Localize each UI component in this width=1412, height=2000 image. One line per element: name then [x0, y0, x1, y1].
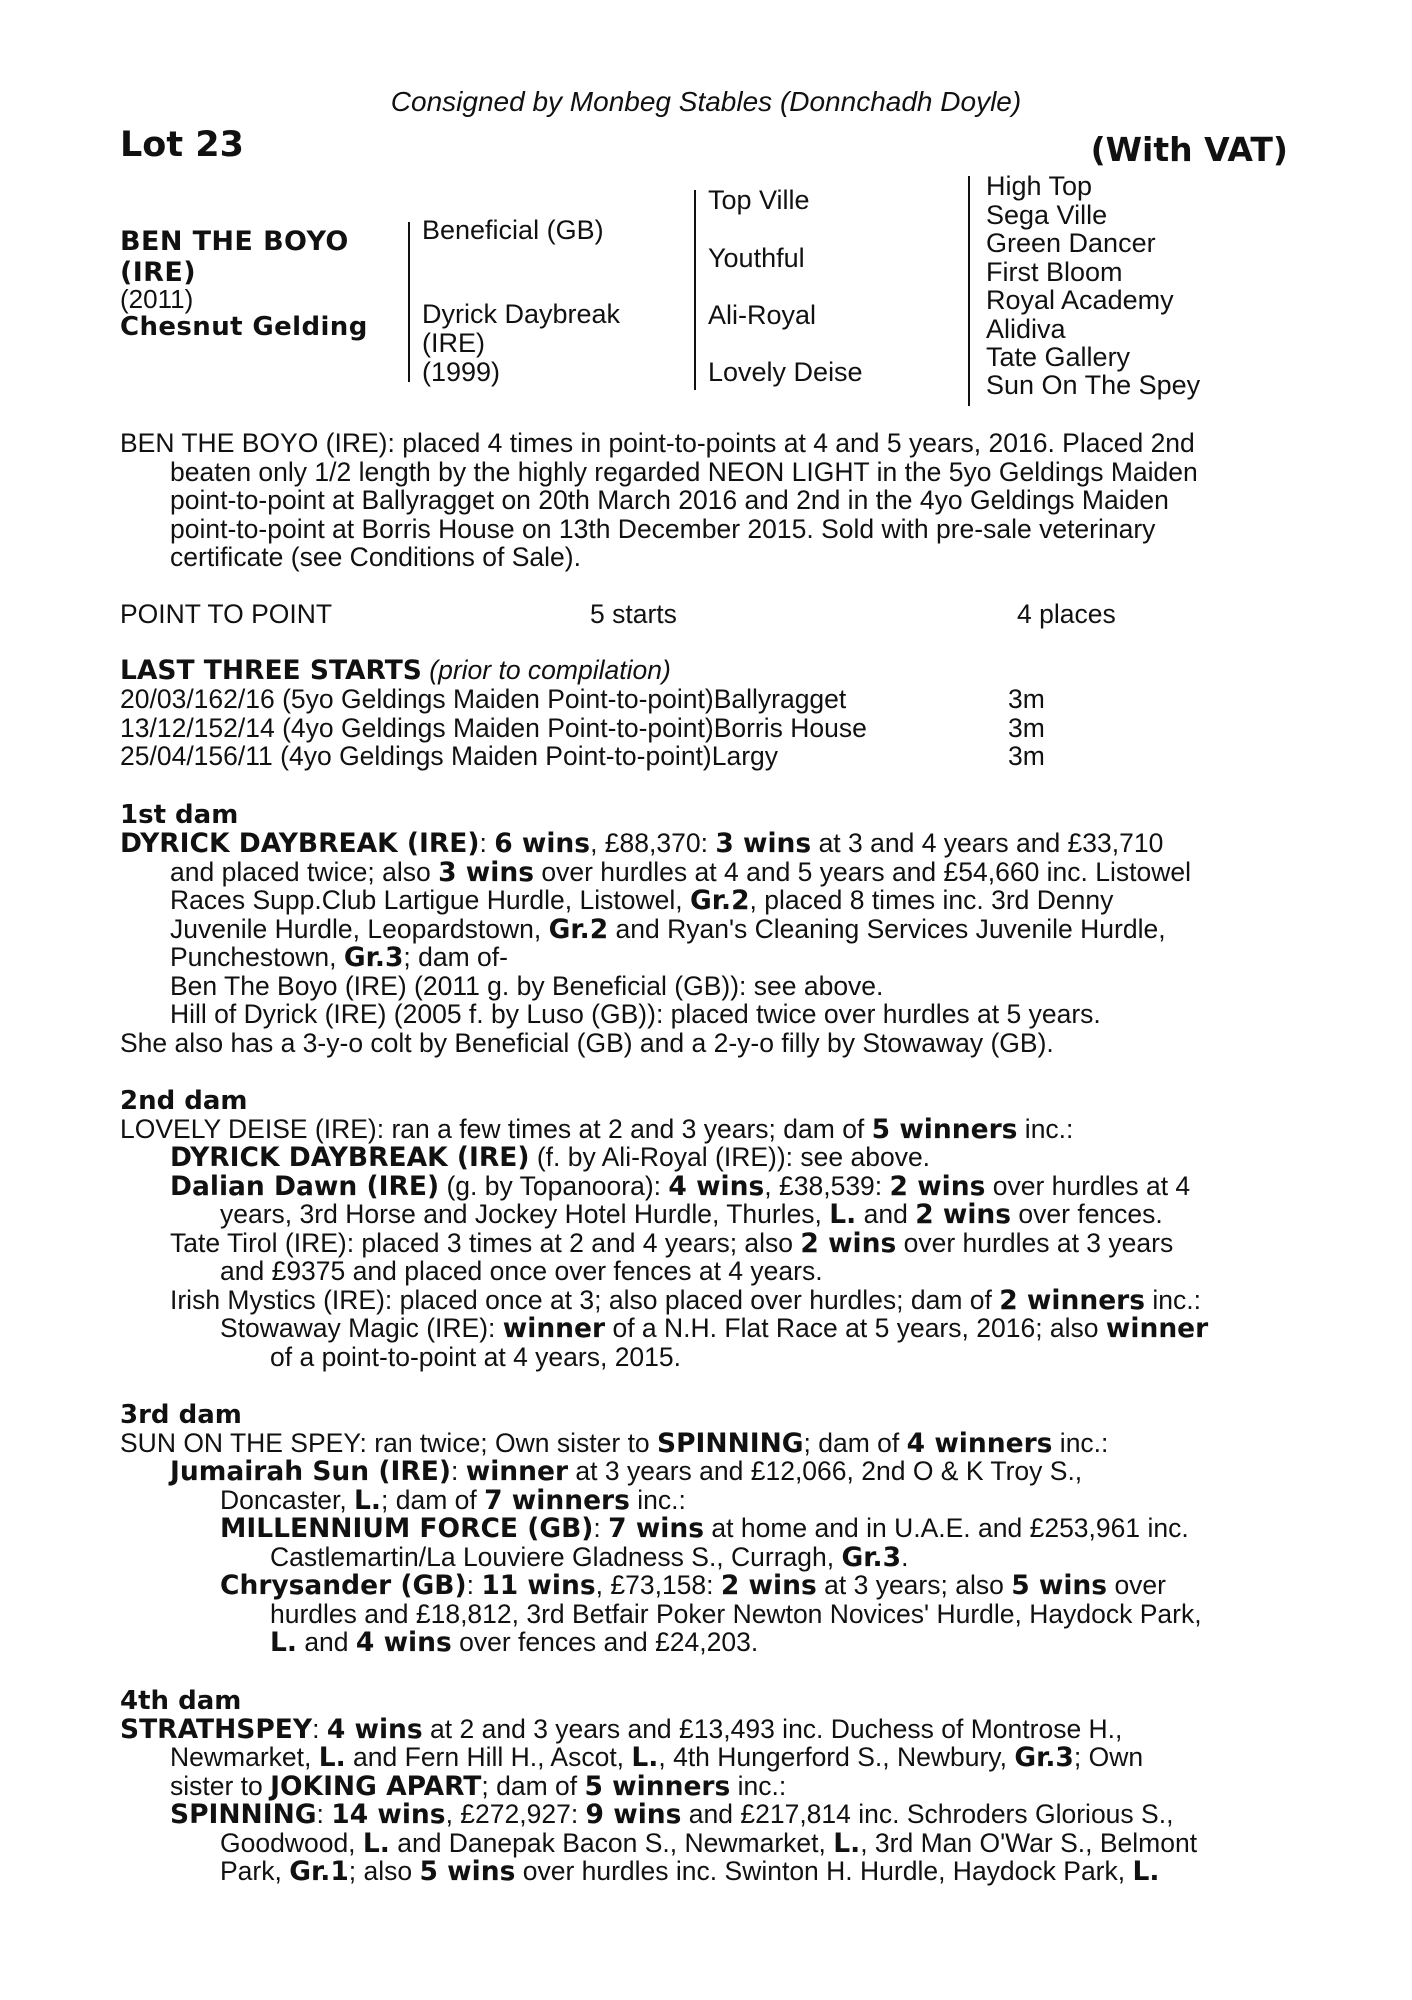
bold-text: 11 wins — [481, 1570, 596, 1601]
text: and — [296, 1627, 356, 1657]
bold-text: L. — [833, 1828, 861, 1859]
start-distance-1: 3m — [1008, 684, 1045, 714]
text: Stowaway Magic (IRE): — [220, 1313, 503, 1343]
pedigree-bracket-3 — [968, 176, 970, 406]
bold-text: L. — [1132, 1856, 1160, 1887]
start-position: 6/11 — [223, 741, 273, 771]
text: : — [466, 1570, 482, 1600]
text: (g. by Topanoora): — [439, 1171, 669, 1201]
pedigree-g3-4: First Bloom — [986, 257, 1123, 287]
dam2-offspring-tate — [170, 1229, 1173, 1259]
start-row-1 — [120, 685, 846, 714]
start-date: 20/03/16 — [120, 684, 224, 714]
text: and placed twice; also — [170, 857, 439, 887]
text: inc.: — [730, 1771, 787, 1801]
dam1-name: DYRICK DAYBREAK (IRE) — [120, 828, 480, 859]
bold-text: SPINNING — [657, 1428, 804, 1459]
pedigree-bracket-2 — [694, 190, 696, 390]
bold-text: Gr.3 — [343, 942, 404, 973]
text: ; dam of — [381, 1485, 485, 1515]
pedigree-g3-5: Royal Academy — [986, 285, 1174, 315]
summary-line-4: point-to-point at Borris House on 13th December 2015. Sold with pre-sale veterinary — [170, 514, 1156, 544]
text: and Fern Hill H., Ascot, — [345, 1742, 632, 1772]
dam4-offspring-spinning-3 — [220, 1857, 1159, 1887]
text: sister to — [170, 1771, 271, 1801]
pedigree-g3-3: Green Dancer — [986, 228, 1156, 258]
bold-text: Chrysander (GB) — [220, 1570, 467, 1601]
bold-text: 5 wins — [1011, 1570, 1108, 1601]
text: at 3 and 4 years and £33,710 — [811, 828, 1164, 858]
text: SUN ON THE SPEY: ran twice; Own sister to — [120, 1428, 658, 1458]
dam2-line-1 — [120, 1115, 1073, 1145]
bold-text: 6 wins — [494, 828, 591, 859]
dam4-offspring-spinning — [170, 1800, 1173, 1830]
dam4-offspring-spinning-2 — [220, 1829, 1197, 1859]
text: over hurdles at 4 and 5 years and £54,660 inc. Listowel — [533, 857, 1192, 887]
text: , 4th Hungerford S., Newbury, — [658, 1742, 1015, 1772]
text: Park, — [220, 1856, 290, 1886]
text: years, 3rd Horse and Jockey Hotel Hurdle, Thurles, — [220, 1199, 830, 1229]
bold-text: SPINNING — [170, 1799, 317, 1830]
vat-status: (With VAT) — [1090, 130, 1288, 169]
start-date: 13/12/15 — [120, 713, 224, 743]
bold-text: 7 wins — [608, 1513, 705, 1544]
dam4-line-1 — [120, 1715, 1122, 1745]
dam1-offspring-1: Ben The Boyo (IRE) (2011 g. by Beneficial (GB)): see above. — [170, 971, 884, 1001]
dam1-line-1 — [120, 829, 1163, 859]
bold-text: 2 winners — [999, 1285, 1146, 1316]
start-date: 25/04/15 — [120, 741, 224, 771]
pedigree-g3-2: Sega Ville — [986, 200, 1108, 230]
bold-text: L. — [354, 1485, 381, 1516]
text: Newmarket, — [170, 1742, 319, 1772]
start-race: (5yo Geldings Maiden Point-to-point)Ballyragget — [282, 684, 847, 714]
text: at home and in U.A.E. and £253,961 inc. — [704, 1513, 1189, 1543]
text: at 2 and 3 years and £13,493 inc. Duchess of Montrose H., — [422, 1714, 1123, 1744]
start-distance-3: 3m — [1008, 741, 1045, 771]
text: : — [593, 1513, 609, 1543]
dam3-title: 3rd dam — [120, 1400, 242, 1430]
bold-text: 5 wins — [419, 1856, 516, 1887]
bold-text: Gr.2 — [548, 914, 609, 945]
bold-text: 7 winners — [484, 1485, 630, 1516]
bold-text: Gr.3 — [1014, 1742, 1074, 1773]
text: (f. by Ali-Royal (IRE)): see above. — [529, 1142, 931, 1172]
dam3-grandoffspring-millennium-2 — [270, 1543, 908, 1573]
text: Castlemartin/La Louviere Gladness S., Curragh, — [270, 1542, 842, 1572]
dam4-title: 4th dam — [120, 1686, 242, 1716]
text: , £38,539: — [764, 1171, 890, 1201]
pedigree-g3-8: Sun On The Spey — [986, 370, 1201, 400]
text: : — [312, 1714, 327, 1744]
lot-number: Lot 23 — [120, 125, 244, 165]
dam2-offspring-dalian — [170, 1172, 1190, 1202]
bold-text: 14 wins — [331, 1799, 446, 1830]
bold-text: 3 wins — [438, 857, 534, 888]
bold-text: JOKING APART — [270, 1771, 482, 1802]
bold-text: winner — [1105, 1313, 1209, 1344]
bold-text: 2 wins — [915, 1199, 1012, 1230]
text: ; Own — [1073, 1742, 1144, 1772]
last-three-note: (prior to compilation) — [429, 655, 671, 685]
pedigree-dam-year: (1999) — [422, 357, 501, 387]
text: of a N.H. Flat Race at 5 years, 2016; also — [605, 1313, 1106, 1343]
text: . — [901, 1542, 909, 1572]
text: and £217,814 inc. Schroders Glorious S., — [681, 1799, 1174, 1829]
dam1-note: She also has a 3-y-o colt by Beneficial (GB) and a 2-y-o filly by Stowaway (GB). — [120, 1028, 1054, 1058]
pedigree-g2-2: Youthful — [708, 243, 805, 273]
text: , placed 8 times inc. 3rd Denny — [749, 885, 1114, 915]
record-label: POINT TO POINT — [120, 599, 333, 629]
start-position: 2/14 — [223, 713, 275, 743]
pedigree-g2-4: Lovely Deise — [708, 357, 863, 387]
bold-text: 2 wins — [800, 1228, 897, 1259]
bold-text: winner — [465, 1456, 569, 1487]
text: ; dam of — [481, 1771, 585, 1801]
bold-text: L. — [318, 1742, 346, 1773]
dam2-offspring-dyrick — [170, 1143, 930, 1173]
bold-text: 4 winners — [906, 1428, 1053, 1459]
last-three-title: LAST THREE STARTS — [120, 655, 422, 686]
dam2-offspring-tate-2: and £9375 and placed once over fences at 4 years. — [220, 1256, 823, 1286]
summary-line-5: certificate (see Conditions of Sale). — [170, 542, 581, 572]
dam4-line-3 — [170, 1772, 786, 1802]
horse-year: (2011) — [120, 284, 194, 314]
dam1-line-2 — [170, 858, 1191, 888]
pedigree-bracket-1 — [408, 222, 410, 382]
text: Juvenile Hurdle, Leopardstown, — [170, 914, 549, 944]
dam3-line-1 — [120, 1429, 1108, 1459]
pedigree-dam-country: (IRE) — [422, 328, 485, 358]
text: over hurdles inc. Swinton H. Hurdle, Haydock Park, — [515, 1856, 1133, 1886]
summary-line-3: point-to-point at Ballyragget on 20th March 2016 and 2nd in the 4yo Geldings Maiden — [170, 485, 1169, 515]
text: inc.: — [629, 1485, 686, 1515]
bold-text: 2 wins — [889, 1171, 986, 1202]
text: Doncaster, — [220, 1485, 355, 1515]
dam2-grandoffspring-stowaway-2: of a point-to-point at 4 years, 2015. — [270, 1342, 682, 1372]
bold-text: Gr.2 — [689, 885, 750, 916]
dam1-line-4 — [170, 915, 1166, 945]
bold-text: L. — [362, 1828, 390, 1859]
text: at 3 years; also — [816, 1570, 1012, 1600]
last-three-heading — [120, 656, 671, 686]
dam4-line-2 — [170, 1743, 1143, 1773]
text: Goodwood, — [220, 1828, 363, 1858]
horse-name-line1: BEN THE BOYO — [120, 226, 349, 257]
pedigree-g2-3: Ali-Royal — [708, 300, 817, 330]
dam1-line-3 — [170, 886, 1113, 916]
text: , £73,158: — [595, 1570, 721, 1600]
horse-name-line2: (IRE) — [120, 257, 196, 288]
dam3-grandoffspring-chrysander — [220, 1571, 1166, 1601]
summary-line-2: beaten only 1/2 length by the highly regarded NEON LIGHT in the 5yo Geldings Maiden — [170, 457, 1198, 487]
text: ; also — [348, 1856, 420, 1886]
bold-text: L. — [829, 1199, 857, 1230]
text: inc.: — [1052, 1428, 1109, 1458]
pedigree-g2-1: Top Ville — [708, 185, 810, 215]
text: and Danepak Bacon S., Newmarket, — [389, 1828, 834, 1858]
bold-text: 4 wins — [355, 1627, 452, 1658]
bold-text: 3 wins — [715, 828, 812, 859]
pedigree-g3-1: High Top — [986, 171, 1093, 201]
text: : — [450, 1456, 466, 1486]
text: over fences and £24,203. — [451, 1627, 759, 1657]
bold-text: Dalian Dawn (IRE) — [170, 1171, 440, 1202]
dam1-offspring-2: Hill of Dyrick (IRE) (2005 f. by Luso (GB)): placed twice over hurdles at 5 years. — [170, 999, 1101, 1029]
text: over fences. — [1011, 1199, 1163, 1229]
text: LOVELY DEISE (IRE): ran a few times at 2 and 3 years; dam of — [120, 1114, 872, 1144]
text: and — [856, 1199, 916, 1229]
dam2-offspring-irish — [170, 1286, 1201, 1316]
dam2-offspring-dalian-2 — [220, 1200, 1163, 1230]
text: and Ryan's Cleaning Services Juvenile Hurdle, — [608, 914, 1166, 944]
text: Races Supp.Club Lartigue Hurdle, Listowel, — [170, 885, 690, 915]
consignor-line: Consigned by Monbeg Stables (Donnchadh Doyle) — [390, 86, 1022, 117]
dam3-grandoffspring-chrysander-2: hurdles and £18,812, 3rd Betfair Poker Newton Novices' Hurdle, Haydock Park, — [270, 1599, 1202, 1629]
dam3-offspring-jumairah — [170, 1457, 1082, 1487]
horse-sex: Chesnut Gelding — [120, 312, 368, 342]
summary-line-1: BEN THE BOYO (IRE): placed 4 times in point-to-points at 4 and 5 years, 2016. Placed 2nd — [120, 428, 1195, 458]
text: Punchestown, — [170, 942, 344, 972]
text: inc.: — [1017, 1114, 1074, 1144]
text: , £88,370: — [590, 828, 716, 858]
pedigree-sire: Beneficial (GB) — [422, 215, 604, 245]
bold-text: MILLENNIUM FORCE (GB) — [220, 1513, 594, 1544]
bold-text: L. — [270, 1627, 297, 1658]
text: ; dam of — [803, 1428, 907, 1458]
bold-text: Gr.3 — [841, 1542, 902, 1573]
pedigree-dam-name: Dyrick Daybreak — [422, 299, 621, 329]
dam3-grandoffspring-chrysander-3 — [270, 1628, 758, 1658]
start-position: 2/16 — [223, 684, 275, 714]
dam2-title: 2nd dam — [120, 1086, 248, 1116]
bold-text: 5 winners — [871, 1114, 1018, 1145]
bold-text: 5 winners — [584, 1771, 731, 1802]
bold-text: Jumairah Sun (IRE) — [170, 1456, 451, 1487]
dam3-grandoffspring-millennium — [220, 1514, 1189, 1544]
dam1-line-5 — [170, 943, 508, 973]
record-starts: 5 starts — [590, 599, 677, 629]
start-distance-2: 3m — [1008, 713, 1045, 743]
text: : — [479, 828, 495, 858]
text: ; dam of- — [403, 942, 508, 972]
bold-text: STRATHSPEY — [120, 1714, 313, 1745]
bold-text: Gr.1 — [289, 1856, 349, 1887]
bold-text: 4 wins — [326, 1714, 423, 1745]
start-row-2 — [120, 714, 867, 743]
dam1-title: 1st dam — [120, 800, 239, 830]
bold-text: 4 wins — [668, 1171, 765, 1202]
start-race: (4yo Geldings Maiden Point-to-point)Largy — [280, 741, 779, 771]
text: at 3 years and £12,066, 2nd O & K Troy S., — [568, 1456, 1083, 1486]
record-places: 4 places — [1017, 599, 1116, 629]
text: over hurdles at 4 — [985, 1171, 1191, 1201]
bold-text: 9 wins — [585, 1799, 682, 1830]
text: Irish Mystics (IRE): placed once at 3; also placed over hurdles; dam of — [170, 1285, 1000, 1315]
bold-text: L. — [631, 1742, 659, 1773]
dam2-grandoffspring-stowaway — [220, 1314, 1208, 1344]
dam3-offspring-jumairah-2 — [220, 1486, 686, 1516]
text: over hurdles at 3 years — [896, 1228, 1174, 1258]
bold-text: DYRICK DAYBREAK (IRE) — [170, 1142, 530, 1173]
pedigree-g3-6: Alidiva — [986, 314, 1066, 344]
start-row-3 — [120, 742, 778, 771]
start-race: (4yo Geldings Maiden Point-to-point)Borris House — [282, 713, 867, 743]
text: : — [316, 1799, 332, 1829]
text: , 3rd Man O'War S., Belmont — [860, 1828, 1198, 1858]
text: over — [1107, 1570, 1166, 1600]
text: inc.: — [1145, 1285, 1201, 1315]
horse-name — [120, 226, 390, 288]
bold-text: 2 wins — [720, 1570, 817, 1601]
bold-text: winner — [502, 1313, 606, 1344]
text: Tate Tirol (IRE): placed 3 times at 2 and 4 years; also — [170, 1228, 801, 1258]
pedigree-g3-7: Tate Gallery — [986, 342, 1131, 372]
text: , £272,927: — [445, 1799, 586, 1829]
